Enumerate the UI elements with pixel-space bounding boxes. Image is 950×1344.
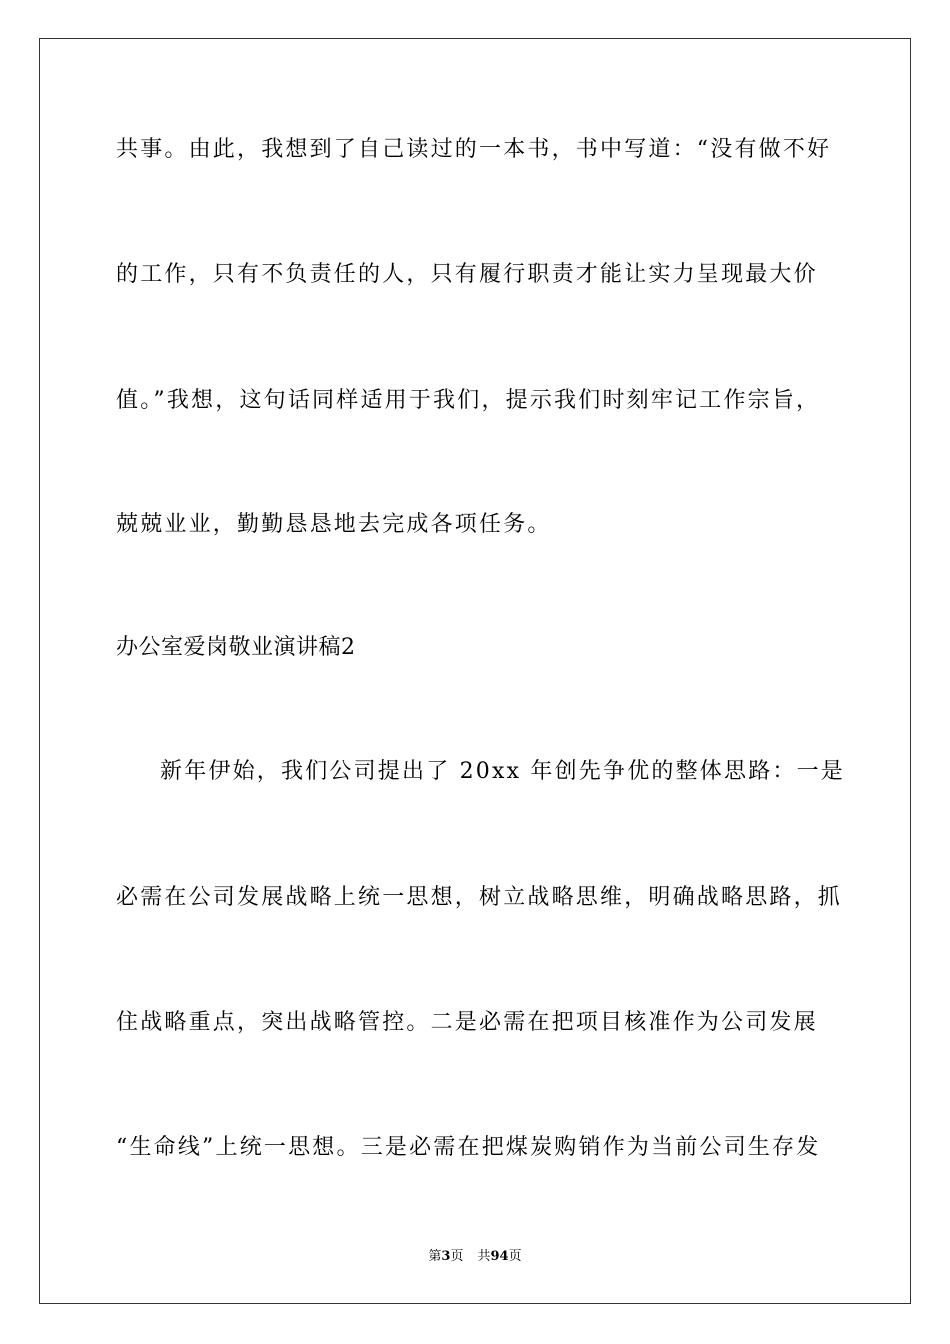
page-border	[39, 38, 911, 1304]
footer-page-current: 3	[441, 1249, 451, 1264]
footer-total-prefix: 共	[477, 1249, 491, 1264]
paragraph-line: 新年伊始，我们公司提出了 20xx 年创先争优的整体思路：一是	[160, 759, 845, 784]
footer-page-total: 94	[490, 1249, 509, 1264]
footer-total-suffix: 页	[508, 1249, 522, 1264]
paragraph-line: 值。”我想，这句话同样适用于我们，提示我们时刻牢记工作宗旨，	[116, 388, 821, 413]
page-footer	[0, 1248, 950, 1266]
paragraph-line: 的工作，只有不负责任的人，只有履行职责才能让实力呈现最大价	[116, 262, 818, 287]
paragraph-line: 兢兢业业，勤勤恳恳地去完成各项任务。	[116, 512, 552, 537]
footer-page-suffix: 页	[450, 1249, 464, 1264]
footer-page-prefix: 第	[428, 1249, 442, 1264]
paragraph-line: 共事。由此，我想到了自己读过的一本书，书中写道：“没有做不好	[116, 137, 832, 162]
section-heading: 办公室爱岗敬业演讲稿2	[116, 635, 356, 660]
paragraph-line: 住战略重点，突出战略管控。二是必需在把项目核准作为公司发展	[116, 1010, 818, 1035]
paragraph-line: “生命线”上统一思想。三是必需在把煤炭购销作为当前公司生存发	[116, 1135, 821, 1160]
paragraph-line: 必需在公司发展战略上统一思想，树立战略思维，明确战略思路，抓	[116, 885, 843, 910]
